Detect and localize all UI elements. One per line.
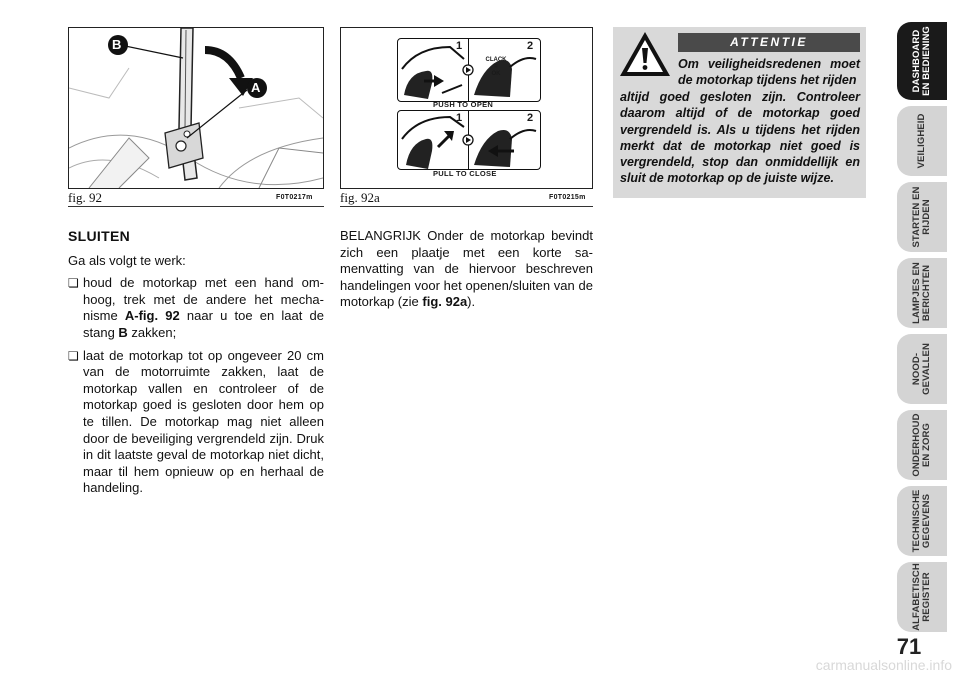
tab-label-line2: BERICHTEN	[921, 264, 932, 322]
tab-label-line2: REGISTER	[921, 572, 932, 622]
tab-maintenance[interactable]	[897, 410, 947, 480]
figure-92a-caption: fig. 92a	[340, 190, 380, 205]
section-heading: SLUITEN	[68, 228, 130, 244]
top-step-2: 2	[527, 40, 534, 52]
pull-to-close-label: PULL TO CLOSE	[433, 169, 497, 178]
tab-label-line1: LAMPJES EN	[911, 262, 922, 324]
item1-part-b: naar u toe en laat de stang	[83, 308, 324, 340]
ok-text: OK	[491, 71, 501, 77]
clack-ok-note	[476, 57, 516, 78]
list-item	[68, 275, 324, 341]
note-text-a: BELANGRIJK Onder de motorkap bevindt zich een plaatje met een korte samenvatting van de hiervoor beschreven handelingen voor het openen/sluiten van de motorkap (zie	[340, 228, 593, 310]
warning-title: ATTENTIE	[678, 33, 860, 52]
top-step-1: 1	[456, 40, 463, 52]
tab-emergencies[interactable]	[897, 334, 947, 404]
pull-to-close-panel	[397, 110, 541, 170]
figure-92a-rule	[340, 206, 593, 207]
tab-label-line1: STARTEN EN	[911, 186, 922, 248]
tab-label-line1: ONDERHOUD	[911, 413, 922, 477]
page-number: 71	[896, 634, 922, 659]
figure-92-image	[68, 27, 324, 189]
tab-label-line2: EN BEDIENING	[921, 26, 932, 96]
note-figure-reference: fig. 92a	[422, 294, 468, 310]
figure-92a-code: F0T0215m	[549, 194, 586, 201]
figure-reference: A-fig. 92	[124, 308, 180, 324]
push-to-open-label: PUSH TO OPEN	[433, 100, 494, 109]
tab-label-line1: TECHNISCHE	[911, 489, 922, 553]
list-item-text	[83, 275, 324, 341]
tab-label-line2: GEGEVENS	[921, 493, 932, 549]
warning-text-long: altijd goed gesloten zijn. Controleer daarom altijd of de motorkap goed vergrendeld is. Als u tijdens het rijden merkt dat de motorkap niet goed is vergrendeld, stop dan onmiddellijk en sluit de motorkap op de juiste wijze.	[620, 90, 860, 186]
tab-label-line1: NOOD-	[911, 352, 922, 386]
tab-technical-data[interactable]	[897, 486, 947, 556]
equals-text: =	[494, 64, 498, 70]
rod-reference: B	[118, 324, 128, 340]
tab-starting-driving[interactable]	[897, 182, 947, 252]
hood-mechanism-drawing	[69, 28, 323, 188]
tab-index[interactable]	[897, 562, 947, 632]
checkbox-bullet-icon	[68, 348, 83, 497]
tab-label-line1: DASHBOARD	[911, 29, 922, 93]
figure-92-caption: fig. 92	[68, 190, 102, 205]
pull-to-close-illustration	[398, 111, 540, 169]
warning-triangle-icon	[618, 30, 672, 78]
label-b: B	[112, 37, 122, 52]
bottom-step-2: 2	[527, 112, 534, 124]
note-text-b: ).	[467, 294, 476, 310]
tab-label-line1: ALFABETISCH	[911, 563, 922, 631]
figure-92-code: F0T0217m	[276, 194, 313, 201]
tab-warning-lights[interactable]	[897, 258, 947, 328]
list-item-text: laat de motorkap tot op ongeveer 20 cm van de motorruimte zakken, laat de motorkap vallen en controleer of de motorkap goed is gesloten door hem op te tillen. De motorkap mag niet alleen door de beveiliging vergrendeld zijn. Druk in dit laatste geval de motorkap niet dicht, maar til hem opnieuw op en herhaal de handeling.	[83, 347, 324, 496]
tab-safety[interactable]	[897, 106, 947, 176]
push-to-open-panel	[397, 38, 541, 102]
tab-label-line2: RIJDEN	[921, 199, 932, 235]
list-item	[68, 348, 324, 497]
checkbox-bullet-icon	[68, 275, 83, 341]
tab-dashboard[interactable]	[897, 22, 947, 100]
item1-part-a: houd de motorkap met een hand omhoog, trek met de andere het mechanisme	[83, 275, 324, 324]
bottom-step-1: 1	[456, 112, 463, 124]
warning-text-short: Om veiligheidsredenen moet de motorkap tijdens het rijden	[678, 57, 860, 88]
important-note	[340, 228, 593, 311]
item1-part-c: zakken;	[127, 324, 177, 340]
label-a: A	[251, 80, 261, 95]
push-to-open-illustration	[398, 39, 540, 101]
watermark: carmanualsonline.info	[815, 657, 952, 673]
tab-label-line2: GEVALLEN	[921, 343, 932, 395]
clack-text: CLACK	[485, 57, 507, 63]
intro-text: Ga als volgt te werk:	[68, 252, 186, 268]
figure-92a-image	[340, 27, 593, 189]
figure-92-rule	[68, 206, 324, 207]
tab-label-line2: EN ZORG	[921, 423, 932, 467]
closing-section	[68, 228, 324, 497]
tab-label-line1: VEILIGHEID	[916, 113, 927, 169]
